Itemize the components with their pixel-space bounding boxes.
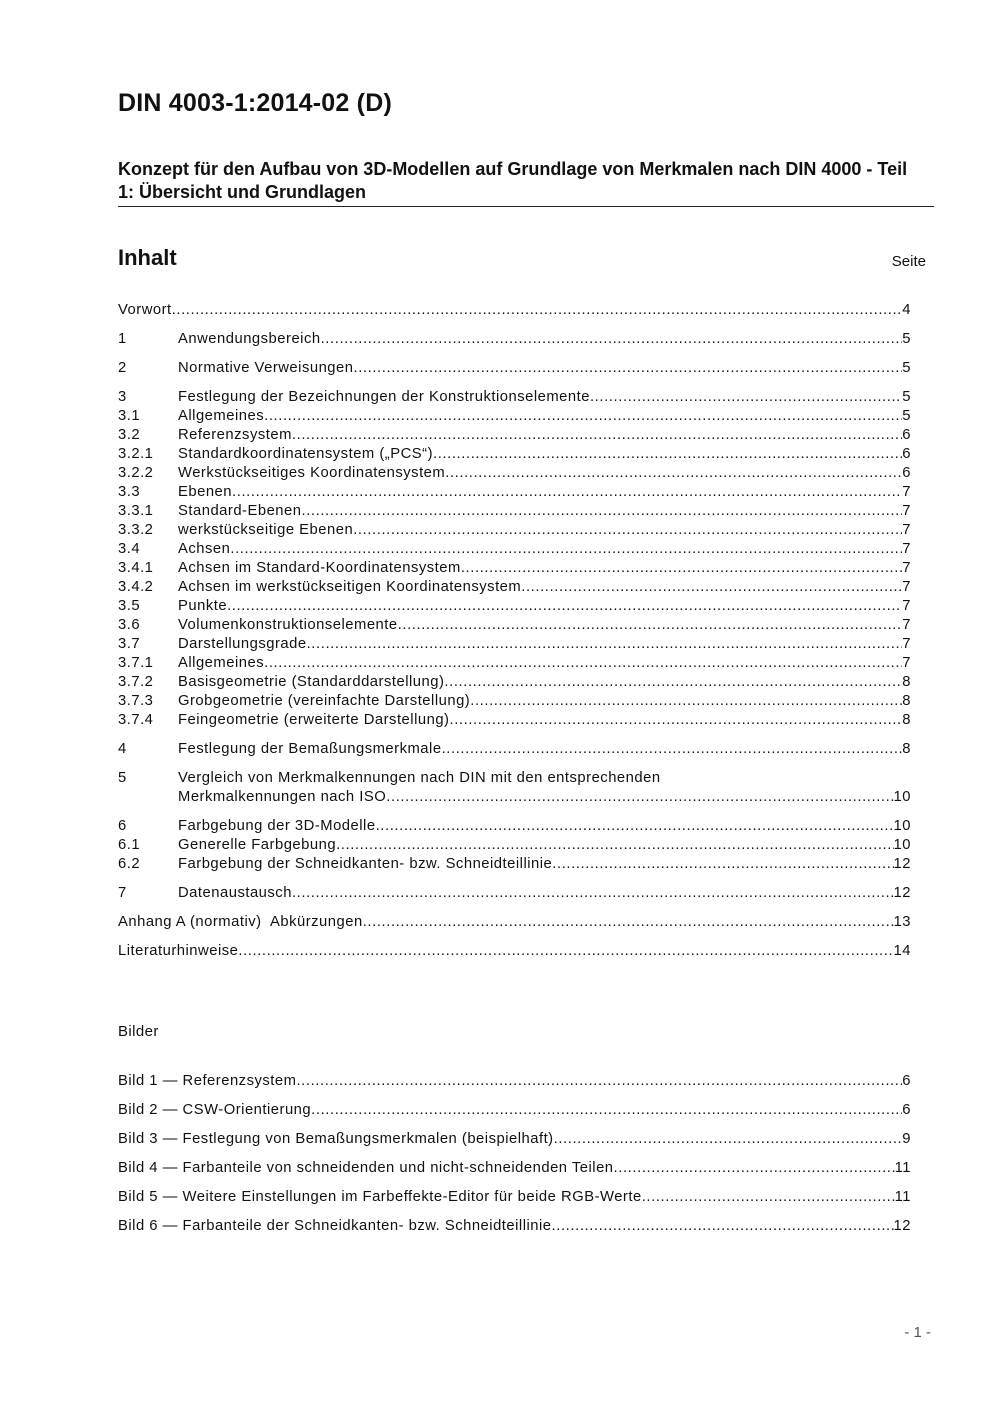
toc-entry-3-4[interactable]: [118, 540, 911, 559]
toc-section-number: 6.1: [118, 837, 141, 853]
toc-entry-1[interactable]: [118, 330, 911, 349]
toc-entry-3-2-2[interactable]: [118, 464, 911, 483]
toc-page-number: 8: [902, 712, 911, 728]
toc-entry-6-2[interactable]: [118, 855, 911, 874]
toc-section-title: Standardkoordinatensystem („PCS“): [178, 446, 433, 462]
toc-page-number: 5: [902, 360, 911, 376]
toc-page-number: 7: [902, 598, 911, 614]
toc-section-number: 3.5: [118, 598, 141, 614]
toc-entry-label: Literaturhinweise: [118, 943, 239, 959]
toc-section-title: Ebenen: [178, 484, 233, 500]
document-title: Konzept für den Aufbau von 3D-Modellen auf Grundlage von Merkmalen nach DIN 4000 - Teil 1: Übersicht und Grundlagen: [118, 159, 908, 202]
figure-title: Bild 2 — CSW-Orientierung: [118, 1102, 312, 1118]
toc-page-number: 6: [902, 427, 911, 443]
toc-page-number: 7: [902, 655, 911, 671]
toc-section-title: Referenzsystem: [178, 427, 292, 443]
toc-page-number: 7: [902, 484, 911, 500]
figures-heading: Bilder: [118, 1023, 159, 1040]
figure-title: Bild 3 — Festlegung von Bemaßungsmerkmalen (beispielhaft): [118, 1131, 554, 1147]
toc-section-title: Vergleich von Merkmalkennungen nach DIN mit den entsprechenden: [178, 770, 661, 786]
toc-page-number: 8: [902, 741, 911, 757]
toc-section-title: Darstellungsgrade: [178, 636, 307, 652]
toc-section-number: 3.6: [118, 617, 141, 633]
leader-dots: [311, 1101, 902, 1120]
figure-page-number: 11: [894, 1189, 911, 1205]
toc-page-number: 12: [893, 856, 911, 872]
page-number: - 1 -: [904, 1324, 931, 1341]
toc-entry-3-4-1[interactable]: [118, 559, 911, 578]
figure-page-number: 11: [894, 1160, 911, 1176]
toc-entry-3-2[interactable]: [118, 426, 911, 445]
toc-page-number: 14: [893, 943, 911, 959]
toc-page-number: 8: [902, 693, 911, 709]
figure-title: Bild 6 — Farbanteile der Schneidkanten- bzw. Schneidteillinie: [118, 1218, 552, 1234]
toc-section-number: 3.4.1: [118, 560, 154, 576]
toc-entry-6-1[interactable]: [118, 836, 911, 855]
toc-page-number: 7: [902, 617, 911, 633]
toc-entry-3-7[interactable]: [118, 635, 911, 654]
toc-section-title: Anwendungsbereich: [178, 331, 321, 347]
leader-dots: [302, 502, 903, 521]
leader-dots: [470, 692, 902, 711]
toc-section-number: 3.3.2: [118, 522, 154, 538]
document-id: DIN 4003-1:2014-02 (D): [118, 89, 392, 117]
toc-entry-6[interactable]: [118, 817, 911, 836]
toc-entry-3-5[interactable]: [118, 597, 911, 616]
toc-section-number: 3.4.2: [118, 579, 154, 595]
toc-section-title: Achsen: [178, 541, 231, 557]
toc-entry-3-3[interactable]: [118, 483, 911, 502]
toc-entry-bibliography[interactable]: [118, 942, 911, 961]
figures-list: [118, 1072, 911, 1236]
leader-dots: [442, 740, 903, 759]
toc-section-number: 3.7.1: [118, 655, 154, 671]
toc-section-title: Basisgeometrie (Standarddarstellung): [178, 674, 445, 690]
leader-dots: [307, 635, 903, 654]
leader-dots: [336, 836, 893, 855]
leader-dots: [353, 521, 902, 540]
toc-section-title: Allgemeines: [178, 408, 265, 424]
leader-dots: [292, 884, 894, 903]
leader-dots: [642, 1188, 895, 1207]
figure-page-number: 6: [902, 1102, 911, 1118]
toc-entry-7[interactable]: [118, 884, 911, 903]
toc-page-number: 7: [902, 560, 911, 576]
toc-page-number: 7: [902, 541, 911, 557]
figure-title: Bild 5 — Weitere Einstellungen im Farbeffekte-Editor für beide RGB-Werte: [118, 1189, 642, 1205]
toc-section-title: Festlegung der Bezeichnungen der Konstruktionselemente: [178, 389, 590, 405]
toc-section-number: 3.7: [118, 636, 141, 652]
leader-dots: [172, 301, 903, 320]
toc-page-number: 8: [902, 674, 911, 690]
toc-list: [118, 301, 911, 961]
toc-entry-3-6[interactable]: [118, 616, 911, 635]
toc-section-number: 1: [118, 331, 127, 347]
leader-dots: [227, 597, 902, 616]
toc-page-number: 5: [902, 331, 911, 347]
toc-page-number: 13: [893, 914, 911, 930]
toc-section-title: Farbgebung der 3D-Modelle: [178, 818, 376, 834]
toc-section-number: 3.2: [118, 427, 141, 443]
toc-section-number: 3.2.2: [118, 465, 154, 481]
toc-page-number: 7: [902, 503, 911, 519]
toc-section-title: Generelle Farbgebung: [178, 837, 337, 853]
toc-page-number: 5: [902, 389, 911, 405]
toc-section-title: Werkstückseitiges Koordinatensystem: [178, 465, 446, 481]
toc-section-title: Grobgeometrie (vereinfachte Darstellung): [178, 693, 471, 709]
toc-entry-annex-a[interactable]: [118, 913, 911, 932]
toc-page-number: 6: [902, 446, 911, 462]
toc-page-label: Seite: [891, 253, 926, 270]
figure-entry-1[interactable]: [118, 1072, 911, 1091]
figure-title: Bild 1 — Referenzsystem: [118, 1073, 297, 1089]
figure-entry-3[interactable]: [118, 1130, 911, 1149]
toc-page-number: 7: [902, 579, 911, 595]
toc-section-title: Festlegung der Bemaßungsmerkmale: [178, 741, 442, 757]
toc-entry-3[interactable]: [118, 388, 911, 407]
leader-dots: [296, 1072, 902, 1091]
toc-section-title: werkstückseitige Ebenen: [178, 522, 354, 538]
toc-section-number: 6: [118, 818, 127, 834]
toc-section-number: 3.7.4: [118, 712, 154, 728]
leader-dots: [614, 1159, 895, 1178]
toc-section-title: Feingeometrie (erweiterte Darstellung): [178, 712, 450, 728]
leader-dots: [354, 359, 903, 378]
toc-entry-3-1[interactable]: [118, 407, 911, 426]
toc-section-title: Achsen im Standard-Koordinatensystem: [178, 560, 461, 576]
figure-entry-4[interactable]: [118, 1159, 911, 1178]
toc-entry-vorwort[interactable]: [118, 301, 911, 320]
toc-entry-5[interactable]: [118, 769, 911, 807]
toc-entry-label: Anhang A (normativ) Abkürzungen: [118, 914, 363, 930]
figure-page-number: 12: [893, 1218, 911, 1234]
toc-section-title-continued: Merkmalkennungen nach ISO: [178, 789, 387, 805]
toc-heading: Inhalt: [118, 245, 177, 270]
figure-entry-5[interactable]: [118, 1188, 911, 1207]
toc-entry-2[interactable]: [118, 359, 911, 378]
toc-entry-3-3-1[interactable]: [118, 502, 911, 521]
toc-section-title: Standard-Ebenen: [178, 503, 302, 519]
figure-entry-2[interactable]: [118, 1101, 911, 1120]
leader-dots: [264, 654, 902, 673]
toc-section-title: Normative Verweisungen: [178, 360, 354, 376]
toc-section-number: 3.3: [118, 484, 141, 500]
toc-section-title: Allgemeines: [178, 655, 265, 671]
toc-section-title: Volumenkonstruktionselemente: [178, 617, 398, 633]
toc-page-number: 7: [902, 636, 911, 652]
figure-title: Bild 4 — Farbanteile von schneidenden und nicht-schneidenden Teilen: [118, 1160, 614, 1176]
leader-dots: [232, 483, 902, 502]
toc-page-number: 4: [902, 302, 911, 318]
toc-entry-3-4-2[interactable]: [118, 578, 911, 597]
toc-page-number: 5: [902, 408, 911, 424]
toc-section-title: Punkte: [178, 598, 228, 614]
toc-section-title: Datenaustausch: [178, 885, 292, 901]
toc-page-number: 10: [893, 789, 911, 805]
toc-section-title: Farbgebung der Schneidkanten- bzw. Schneidteillinie: [178, 856, 553, 872]
figure-entry-6[interactable]: [118, 1217, 911, 1236]
figure-page-number: 6: [902, 1073, 911, 1089]
toc-section-number: 3.1: [118, 408, 141, 424]
figure-page-number: 9: [902, 1131, 911, 1147]
leader-dots: [552, 855, 893, 874]
toc-entry-3-7-4[interactable]: [118, 711, 911, 730]
leader-dots: [449, 711, 902, 730]
toc-page-number: 12: [893, 885, 911, 901]
title-divider: [118, 206, 934, 207]
toc-section-number: 3.2.1: [118, 446, 154, 462]
toc-entry-3-7-3[interactable]: [118, 692, 911, 711]
toc-section-number: 3: [118, 389, 127, 405]
toc-entry-3-2-1[interactable]: [118, 445, 911, 464]
leader-dots: [444, 673, 902, 692]
leader-dots: [376, 817, 894, 836]
toc-section-number: 3.7.3: [118, 693, 154, 709]
leader-dots: [590, 388, 902, 407]
toc-section-number: 3.7.2: [118, 674, 154, 690]
toc-section-number: 3.4: [118, 541, 141, 557]
leader-dots: [321, 330, 903, 349]
toc-section-number: 5: [118, 770, 127, 786]
toc-section-title: Achsen im werkstückseitigen Koordinatensystem: [178, 579, 522, 595]
toc-page-number: 10: [893, 837, 911, 853]
leader-dots: [264, 407, 902, 426]
toc-page-number: 6: [902, 465, 911, 481]
leader-dots: [461, 559, 902, 578]
toc-entry-3-3-2[interactable]: [118, 521, 911, 540]
leader-dots: [238, 942, 893, 961]
leader-dots: [554, 1130, 903, 1149]
toc-section-number: 2: [118, 360, 127, 376]
leader-dots: [398, 616, 903, 635]
toc-entry-4[interactable]: [118, 740, 911, 759]
leader-dots: [386, 788, 893, 807]
leader-dots: [433, 445, 902, 464]
toc-entry-label: Vorwort: [118, 302, 172, 318]
leader-dots: [230, 540, 902, 559]
leader-dots: [292, 426, 902, 445]
toc-section-number: 6.2: [118, 856, 141, 872]
toc-page-number: 7: [902, 522, 911, 538]
toc-entry-3-7-1[interactable]: [118, 654, 911, 673]
toc-page-number: 10: [893, 818, 911, 834]
toc-section-number: 4: [118, 741, 127, 757]
leader-dots: [363, 913, 894, 932]
toc-section-number: 3.3.1: [118, 503, 154, 519]
toc-entry-3-7-2[interactable]: [118, 673, 911, 692]
leader-dots: [445, 464, 902, 483]
toc-section-number: 7: [118, 885, 127, 901]
leader-dots: [552, 1217, 894, 1236]
leader-dots: [521, 578, 902, 597]
